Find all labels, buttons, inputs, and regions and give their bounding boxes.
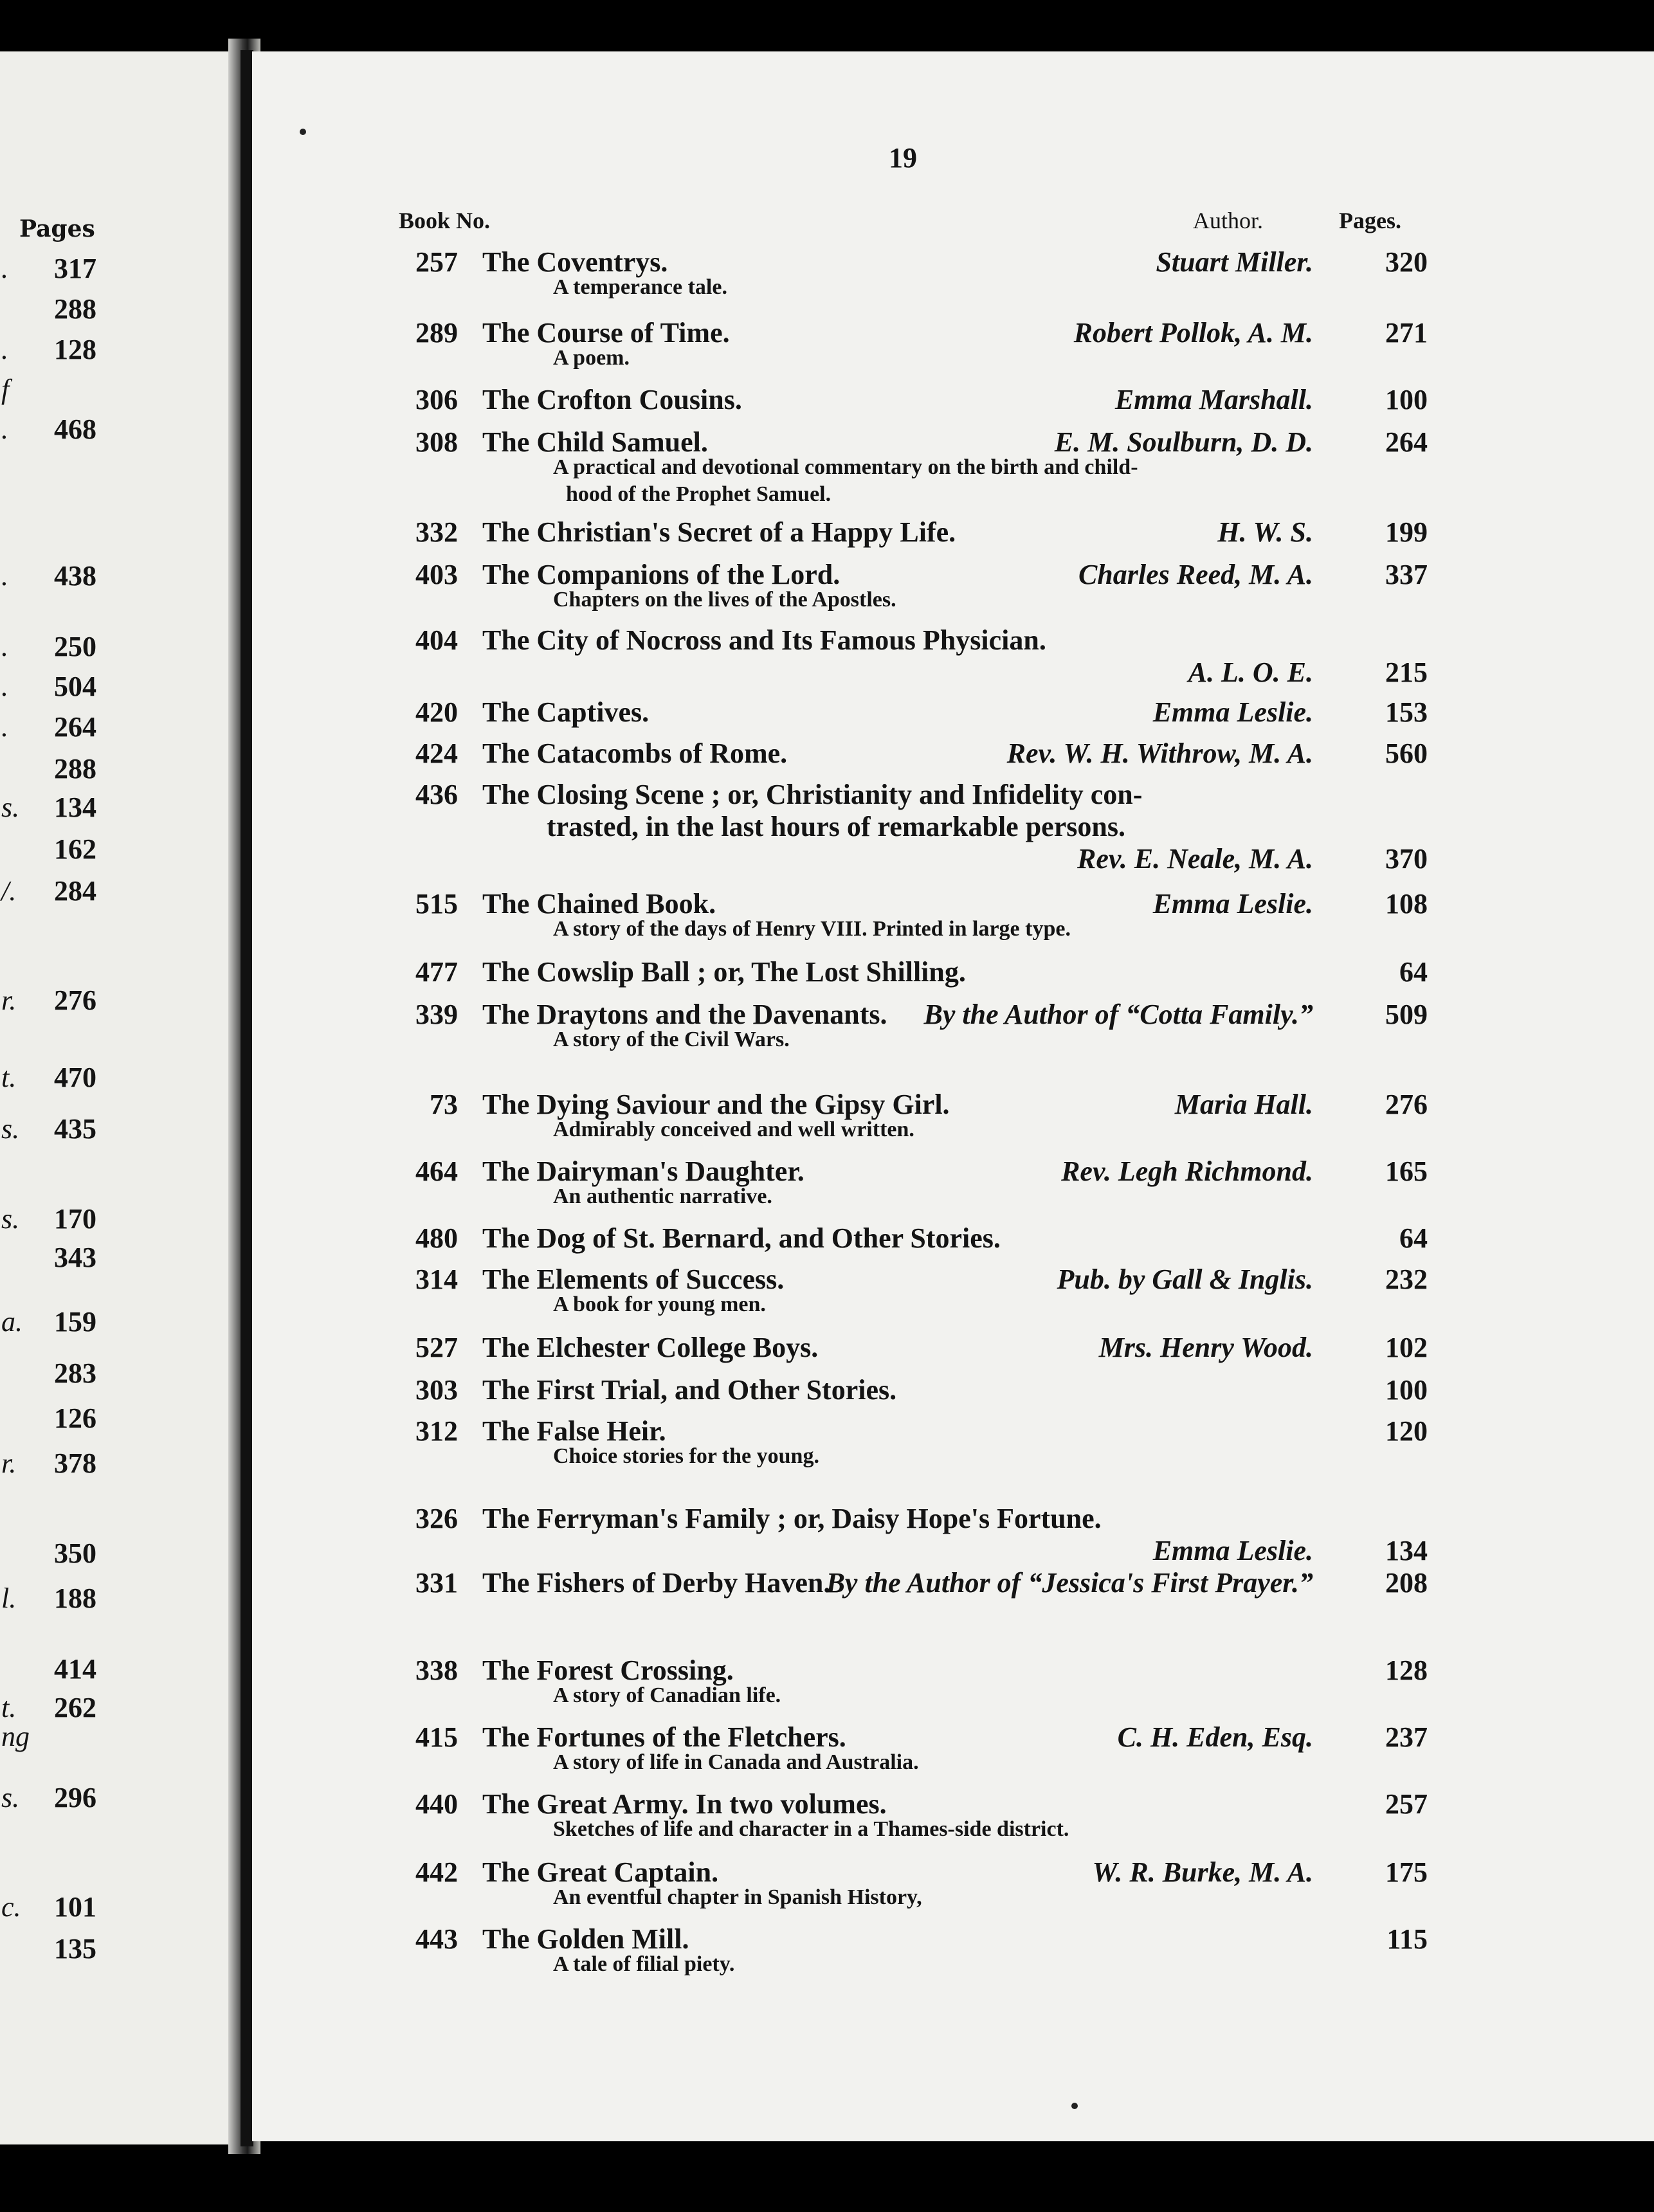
left-page-row xyxy=(0,984,96,1016)
left-page-row xyxy=(0,1202,96,1235)
scan-speck xyxy=(1071,2103,1078,2109)
column-header-author: Author. xyxy=(1193,208,1264,233)
page-count: 276 xyxy=(1385,1089,1428,1120)
page-count: 215 xyxy=(1385,657,1428,688)
page-count: 560 xyxy=(1385,738,1428,769)
page-count: 128 xyxy=(1385,1654,1428,1686)
book-number: 314 xyxy=(415,1264,458,1295)
page-count: 100 xyxy=(1385,384,1428,415)
book-author: Pub. by Gall & Inglis. xyxy=(1057,1264,1313,1295)
book-description: A story of Canadian life. xyxy=(553,1683,781,1707)
left-page-row xyxy=(0,1112,96,1145)
book-author: Emma Leslie. xyxy=(1152,1535,1313,1566)
binding-edge xyxy=(241,50,253,2146)
book-description-continued: hood of the Prophet Samuel. xyxy=(566,482,832,506)
book-number: 332 xyxy=(415,516,458,548)
left-page-row xyxy=(0,293,96,325)
left-page-pages-value: 468 xyxy=(54,413,96,445)
left-page-text-fragment: a. xyxy=(1,1306,23,1337)
left-page-row xyxy=(0,1447,96,1479)
book-number: 443 xyxy=(415,1923,458,1955)
left-page-text-fragment: r. xyxy=(1,984,17,1016)
page-count: 337 xyxy=(1385,559,1428,590)
left-page-row xyxy=(0,1582,96,1614)
page-count: 271 xyxy=(1385,317,1428,349)
book-author: Rev. Legh Richmond. xyxy=(1061,1156,1313,1187)
left-page-pages-value: 135 xyxy=(54,1933,96,1964)
page-count: 199 xyxy=(1385,516,1428,548)
left-page-text-fragment: f xyxy=(1,374,10,405)
book-title: The False Heir. xyxy=(482,1415,666,1447)
left-page-pages-value: 101 xyxy=(54,1891,96,1923)
book-author: H. W. S. xyxy=(1217,516,1313,548)
left-page-row xyxy=(0,752,96,784)
book-description: A story of the days of Henry VIII. Printed in large type. xyxy=(553,917,1071,941)
book-description: An eventful chapter in Spanish History, xyxy=(553,1885,922,1909)
book-description: A book for young men. xyxy=(553,1292,766,1316)
left-page-pages-value: 350 xyxy=(54,1537,96,1569)
book-number: 436 xyxy=(415,779,458,810)
page-count: 120 xyxy=(1385,1415,1428,1447)
left-page-pages-value: 435 xyxy=(54,1113,96,1145)
left-page-text-fragment: . xyxy=(1,631,8,662)
book-description: An authentic narrative. xyxy=(553,1184,772,1208)
left-page-row xyxy=(0,711,96,743)
book-title: The Golden Mill. xyxy=(482,1923,689,1955)
book-number: 312 xyxy=(415,1415,458,1447)
page-count: 509 xyxy=(1385,999,1428,1030)
book-description: Choice stories for the young. xyxy=(553,1444,819,1468)
page-count: 108 xyxy=(1385,888,1428,920)
left-page-pages-value: 126 xyxy=(54,1402,96,1434)
left-page-text-fragment: . xyxy=(1,560,8,592)
book-author: A. L. O. E. xyxy=(1188,657,1313,688)
book-number: 339 xyxy=(415,999,458,1030)
book-number: 415 xyxy=(415,1721,458,1753)
book-number: 306 xyxy=(415,384,458,415)
book-number: 477 xyxy=(415,956,458,988)
left-page-pages-value: 170 xyxy=(54,1203,96,1235)
book-author: Emma Marshall. xyxy=(1114,384,1313,415)
page-count: 64 xyxy=(1399,956,1428,988)
book-title: The Coventrys. xyxy=(482,246,668,278)
left-page-pages-value: 296 xyxy=(54,1782,96,1813)
book-title: The Dying Saviour and the Gipsy Girl. xyxy=(482,1089,950,1120)
book-author: Emma Leslie. xyxy=(1152,696,1313,728)
left-page-text-fragment: . xyxy=(1,671,8,702)
book-title: The Captives. xyxy=(482,696,650,728)
book-title: The Catacombs of Rome. xyxy=(482,738,788,769)
book-title: The Child Samuel. xyxy=(482,426,708,458)
page-count: 165 xyxy=(1385,1156,1428,1187)
left-page-row xyxy=(0,1932,96,1964)
book-title: The Ferryman's Family ; or, Daisy Hope's Fortune. xyxy=(482,1503,1102,1534)
left-page-row xyxy=(0,1241,96,1273)
left-page-row xyxy=(0,1781,96,1813)
left-page-row xyxy=(0,1402,96,1434)
left-page-row xyxy=(0,1890,96,1923)
book-number: 480 xyxy=(415,1222,458,1254)
book-title: The Great Captain. xyxy=(482,1856,719,1888)
book-author: Stuart Miller. xyxy=(1156,246,1313,278)
book-number: 420 xyxy=(415,696,458,728)
left-page-text-fragment: . xyxy=(1,413,8,445)
left-page-pages-value: 162 xyxy=(54,833,96,865)
book-title: The Draytons and the Davenants. xyxy=(482,999,887,1030)
left-page-row xyxy=(0,1720,96,1752)
left-page-pages-value: 159 xyxy=(54,1306,96,1337)
book-title: The Dairyman's Daughter. xyxy=(482,1156,804,1187)
book-author: Emma Leslie. xyxy=(1152,888,1313,920)
book-author: Mrs. Henry Wood. xyxy=(1098,1332,1313,1363)
left-page-text-fragment: . xyxy=(1,711,8,743)
book-author: Rev. W. H. Withrow, M. A. xyxy=(1006,738,1313,769)
left-page-row xyxy=(0,373,96,405)
book-title: The Chained Book. xyxy=(482,888,716,920)
page-count: 208 xyxy=(1385,1567,1428,1599)
left-page-pages-value: 317 xyxy=(54,253,96,284)
left-page-pages-value: 276 xyxy=(54,984,96,1016)
left-page-text-fragment: . xyxy=(1,334,8,365)
book-title: The Dog of St. Bernard, and Other Stories. xyxy=(482,1222,1001,1254)
left-page-pages-value: 504 xyxy=(54,671,96,702)
book-author: Maria Hall. xyxy=(1174,1089,1313,1120)
book-author: Robert Pollok, A. M. xyxy=(1073,317,1313,349)
left-page-row xyxy=(0,1305,96,1337)
book-title: The Fishers of Derby Haven. xyxy=(482,1567,831,1599)
book-title: The Companions of the Lord. xyxy=(482,559,841,590)
left-page-pages-value: 470 xyxy=(54,1062,96,1093)
book-title: The Elements of Success. xyxy=(482,1264,785,1295)
column-header-pages: Pages. xyxy=(1339,208,1401,233)
book-description: A tale of filial piety. xyxy=(553,1952,735,1976)
book-author: E. M. Soulburn, D. D. xyxy=(1054,426,1313,458)
page-count: 257 xyxy=(1385,1788,1428,1820)
book-title: The City of Nocross and Its Famous Physician. xyxy=(482,624,1046,656)
book-number: 338 xyxy=(415,1654,458,1686)
page-number: 19 xyxy=(889,142,917,174)
book-author: Rev. E. Neale, M. A. xyxy=(1077,843,1313,875)
left-page-pages-value: 262 xyxy=(54,1692,96,1723)
book-number: 527 xyxy=(415,1332,458,1363)
book-number: 403 xyxy=(415,559,458,590)
left-page-row xyxy=(0,1653,96,1685)
left-page-row xyxy=(0,1691,96,1723)
book-number: 404 xyxy=(415,624,458,656)
left-page-row xyxy=(0,1061,96,1093)
book-title: The Elchester College Boys. xyxy=(482,1332,819,1363)
book-title: The Crofton Cousins. xyxy=(482,384,742,415)
book-number: 442 xyxy=(415,1856,458,1888)
book-author: W. R. Burke, M. A. xyxy=(1092,1856,1313,1888)
book-number: 515 xyxy=(415,888,458,920)
left-page-row xyxy=(0,413,96,445)
left-page-text-fragment: ng xyxy=(1,1721,30,1752)
book-number: 326 xyxy=(415,1503,458,1534)
left-page-text-fragment: s. xyxy=(1,1782,20,1813)
book-title: The Christian's Secret of a Happy Life. xyxy=(482,516,956,548)
left-page-row xyxy=(0,559,96,592)
left-page-row xyxy=(0,1537,96,1569)
left-page-pages-value: 378 xyxy=(54,1447,96,1479)
left-page-pages-value: 438 xyxy=(54,560,96,592)
left-page-text-fragment: s. xyxy=(1,1203,20,1235)
book-description: A story of life in Canada and Australia. xyxy=(553,1750,919,1774)
left-page-text-fragment: t. xyxy=(1,1692,17,1723)
left-page-row xyxy=(0,670,96,702)
book-number: 331 xyxy=(415,1567,458,1599)
left-page-pages-value: 284 xyxy=(54,875,96,907)
book-title: The Closing Scene ; or, Christianity and Infidelity con- xyxy=(482,779,1143,810)
page-count: 102 xyxy=(1385,1332,1428,1363)
book-title: The Forest Crossing. xyxy=(482,1654,734,1686)
book-description: A story of the Civil Wars. xyxy=(553,1028,790,1051)
left-page-fragment xyxy=(0,51,239,2144)
left-page-pages-value: 414 xyxy=(54,1653,96,1685)
book-number: 440 xyxy=(415,1788,458,1820)
page-count: 115 xyxy=(1386,1923,1428,1955)
page-count: 64 xyxy=(1399,1222,1428,1254)
left-page-text-fragment: r. xyxy=(1,1447,17,1479)
page-count: 370 xyxy=(1385,843,1428,875)
left-page-pages-value: 264 xyxy=(54,711,96,743)
book-number: 289 xyxy=(415,317,458,349)
left-page-text-fragment: c. xyxy=(1,1891,21,1923)
left-page-text-fragment: . xyxy=(1,253,8,284)
book-title: The Great Army. In two volumes. xyxy=(482,1788,887,1820)
book-author: By the Author of “Cotta Family.” xyxy=(923,999,1313,1030)
left-page-pages-value: 288 xyxy=(54,753,96,784)
book-description: Sketches of life and character in a Thames-side district. xyxy=(553,1817,1069,1841)
left-page-row xyxy=(0,791,96,823)
page-count: 175 xyxy=(1385,1856,1428,1888)
book-number: 303 xyxy=(415,1374,458,1406)
book-number: 257 xyxy=(415,246,458,278)
book-number: 424 xyxy=(415,738,458,769)
left-page-text-fragment: s. xyxy=(1,792,20,823)
book-title: The Cowslip Ball ; or, The Lost Shilling. xyxy=(482,956,966,988)
left-page-pages-header: Pages xyxy=(19,215,95,242)
book-author: By the Author of “Jessica's First Prayer.” xyxy=(826,1567,1313,1599)
page-count: 264 xyxy=(1385,426,1428,458)
left-page-pages-value: 134 xyxy=(54,792,96,823)
page-count: 232 xyxy=(1385,1264,1428,1295)
book-number: 73 xyxy=(430,1089,458,1120)
left-page-row xyxy=(0,630,96,662)
right-page xyxy=(252,51,1654,2141)
page-count: 237 xyxy=(1385,1721,1428,1753)
left-page-text-fragment: s. xyxy=(1,1113,20,1145)
left-page-row xyxy=(0,875,96,907)
left-page-row xyxy=(0,333,96,365)
page-count: 320 xyxy=(1385,246,1428,278)
left-page-text-fragment: t. xyxy=(1,1062,17,1093)
page-count: 100 xyxy=(1385,1374,1428,1406)
book-description: Admirably conceived and well written. xyxy=(553,1118,914,1141)
left-page-text-fragment: /. xyxy=(1,875,17,907)
left-page-pages-value: 343 xyxy=(54,1242,96,1273)
book-description: A practical and devotional commentary on the birth and child- xyxy=(553,455,1138,479)
book-title-continued: trasted, in the last hours of remarkable persons. xyxy=(547,811,1125,842)
column-header-book-no: Book No. xyxy=(399,208,491,233)
book-title: The First Trial, and Other Stories. xyxy=(482,1374,897,1406)
book-number: 464 xyxy=(415,1156,458,1187)
book-title: The Course of Time. xyxy=(482,317,730,349)
book-number: 308 xyxy=(415,426,458,458)
book-description: A temperance tale. xyxy=(553,275,727,299)
page-count: 153 xyxy=(1385,696,1428,728)
left-page-pages-value: 250 xyxy=(54,631,96,662)
left-page-row xyxy=(0,1357,96,1389)
left-page-pages-value: 283 xyxy=(54,1357,96,1389)
page-count: 134 xyxy=(1385,1535,1428,1566)
scan-speck xyxy=(300,129,306,135)
left-page-pages-value: 128 xyxy=(54,334,96,365)
left-page-row xyxy=(0,833,96,865)
left-page-text-fragment: l. xyxy=(1,1582,17,1614)
book-description: A poem. xyxy=(553,346,630,370)
book-author: Charles Reed, M. A. xyxy=(1078,559,1313,590)
book-description: Chapters on the lives of the Apostles. xyxy=(553,588,896,612)
left-page-pages-value: 288 xyxy=(54,293,96,325)
book-title: The Fortunes of the Fletchers. xyxy=(482,1721,846,1753)
book-author: C. H. Eden, Esq. xyxy=(1117,1721,1313,1753)
left-page-row xyxy=(0,252,96,284)
left-page-pages-value: 188 xyxy=(54,1582,96,1614)
